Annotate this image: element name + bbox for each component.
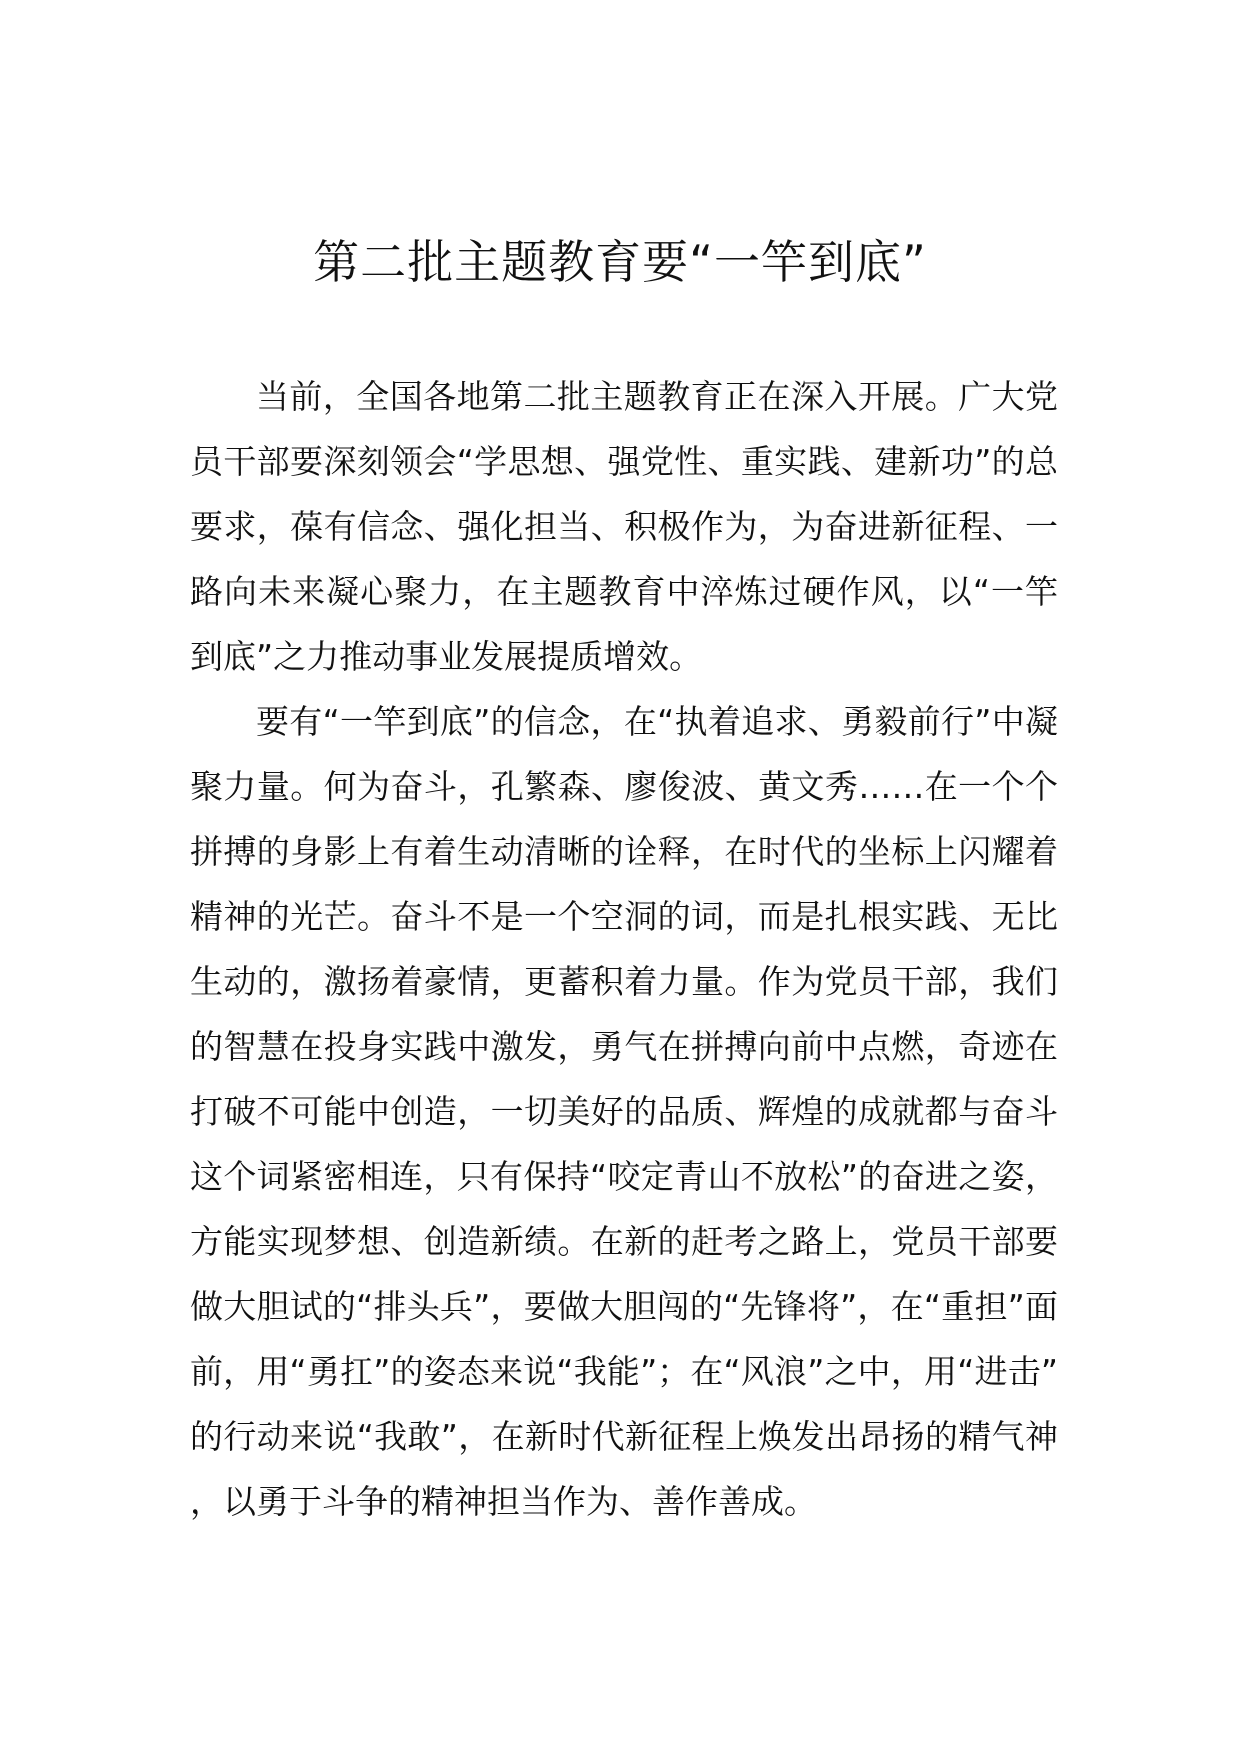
paragraph-1: 当前，全国各地第二批主题教育正在深入开展。广大党员干部要深刻领会“学思想、强党性、重实践、建新功”的总要求，葆有信念、强化担当、积极作为，为奋进新征程、一路向未来凝心聚力，在主题教育中淬炼过硬作风，以“一竿到底”之力推动事业发展提质增效。 [190,377,1058,676]
document-title: 第二批主题教育要“一竿到底” [313,235,927,289]
document-body [190,364,1058,1534]
paragraph-2: 要有“一竿到底”的信念，在“执着追求、勇毅前行”中凝聚力量。何为奋斗，孔繁森、廖俊波、黄文秀……在一个个拼搏的身影上有着生动清晰的诠释，在时代的坐标上闪耀着精神的光芒。奋斗不是一个空洞的词，而是扎根实践、无比生动的，激扬着豪情，更蓄积着力量。作为党员干部，我们的智慧在投身实践中激发，勇气在拼搏向前中点燃，奇迹在打破不可能中创造，一切美好的品质、辉煌的成就都与奋斗这个词紧密相连，只有保持“咬定青山不放松”的奋进之姿，方能实现梦想、创造新绩。在新的赶考之路上，党员干部要做大胆试的“排头兵”，要做大胆闯的“先锋将”，在“重担”面前，用“勇扛”的姿态来说“我能”；在“风浪”之中，用“进击”的行动来说“我敢”，在新时代新征程上焕发出昂扬的精气神，以勇于斗争的精神担当作为、善作善成。 [190,702,1058,1521]
